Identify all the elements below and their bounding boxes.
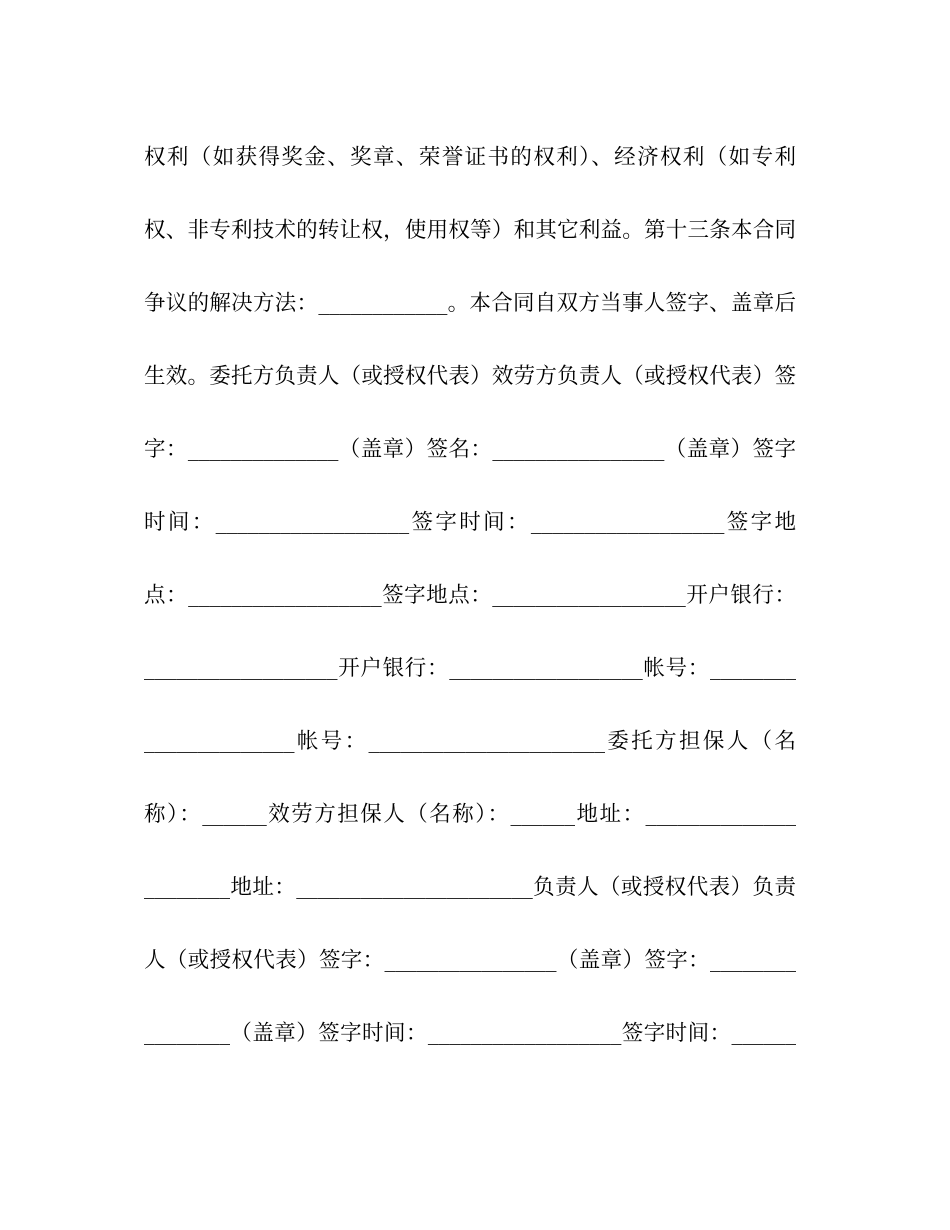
- contract-text-block: [144, 133, 796, 1082]
- text-line-13: ________（盖章）签字时间：__________________签字时间：______: [144, 1021, 796, 1046]
- text-line-12: 人（或授权代表）签字：________________（盖章）签字：________: [144, 948, 796, 973]
- text-line-2: 权、非专利技术的转让权，使用权等）和其它利益。第十三条本合同: [144, 218, 796, 243]
- text-line-8: __________________开户银行：__________________帐号：________: [144, 656, 796, 681]
- text-line-6: 时间：__________________签字时间：__________________签字地: [144, 510, 796, 535]
- text-line-10: 称）：______效劳方担保人（名称）：______地址：______________: [144, 802, 796, 827]
- text-line-3: 争议的解决方法：____________。本合同自双方当事人签字、盖章后: [144, 291, 796, 316]
- text-line-9: ______________帐号：______________________委托方担保人（名: [144, 729, 796, 754]
- text-line-4: 生效。委托方负责人（或授权代表）效劳方负责人（或授权代表）签: [144, 364, 796, 389]
- text-line-5: 字：______________（盖章）签名：________________（盖章）签字: [144, 437, 796, 462]
- text-line-7: 点：__________________签字地点：__________________开户银行：: [144, 583, 796, 608]
- text-line-1: 权利（如获得奖金、奖章、荣誉证书的权利）、经济权利（如专利: [144, 145, 796, 170]
- text-line-11: ________地址：______________________负责人（或授权代表）负责: [144, 875, 796, 900]
